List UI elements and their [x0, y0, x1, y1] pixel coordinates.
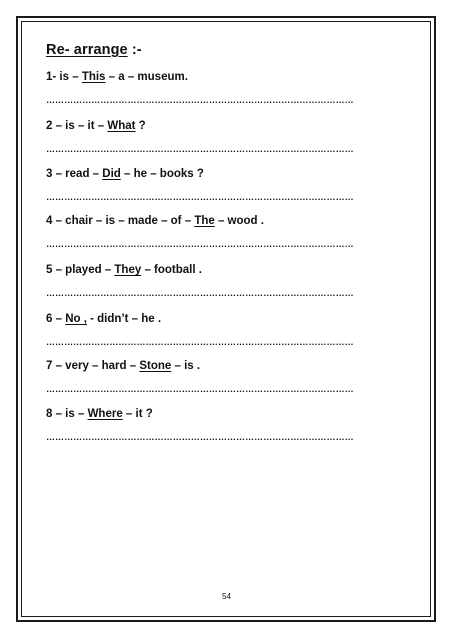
answer-line[interactable]: ………………………………………………………………………………………… — [46, 239, 354, 249]
question-part: – he – books ? — [120, 168, 204, 180]
answer-line[interactable]: ………………………………………………………………………………………… — [46, 288, 354, 298]
question-text — [46, 407, 346, 421]
question-part: 6 – — [46, 313, 66, 325]
capitalized-word: Where — [87, 408, 123, 420]
question-part: - didn’t – he . — [86, 313, 162, 325]
capitalized-word: The — [194, 215, 215, 227]
question-part: ? — [135, 120, 146, 132]
capitalized-word: What — [107, 120, 136, 132]
question-part: 2 – is – it – — [46, 120, 108, 132]
title-text: Re- arrange — [46, 42, 128, 58]
answer-line[interactable]: ………………………………………………………………………………………… — [46, 95, 354, 105]
question-part: – it ? — [122, 408, 153, 420]
question-3 — [46, 167, 354, 202]
capitalized-word: Stone — [139, 360, 172, 372]
question-part: 5 – played – — [46, 264, 115, 276]
capitalized-word: They — [114, 264, 142, 276]
question-part: 4 – chair – is – made – of – — [46, 215, 195, 227]
question-part: 1- is – — [46, 71, 82, 83]
question-6 — [46, 312, 354, 347]
question-5 — [46, 263, 354, 298]
answer-line[interactable]: ………………………………………………………………………………………… — [46, 432, 354, 442]
question-part: – is . — [171, 360, 201, 372]
question-text — [46, 214, 346, 228]
capitalized-word: No , — [65, 313, 87, 325]
question-text — [46, 359, 346, 373]
question-text — [46, 263, 346, 277]
question-part: 8 – is – — [46, 408, 88, 420]
page-number: 54 — [222, 592, 231, 601]
capitalized-word: This — [81, 71, 106, 83]
question-text — [46, 167, 346, 181]
capitalized-word: Did — [102, 168, 121, 180]
question-text — [46, 119, 346, 133]
question-7 — [46, 359, 354, 394]
question-part: – football . — [141, 264, 202, 276]
worksheet-title — [46, 42, 142, 58]
question-8 — [46, 407, 354, 442]
title-suffix: :- — [127, 42, 142, 58]
answer-line[interactable]: ………………………………………………………………………………………… — [46, 337, 354, 347]
answer-line[interactable]: ………………………………………………………………………………………… — [46, 192, 354, 202]
question-part: – a – museum. — [105, 71, 188, 83]
question-part: 3 – read – — [46, 168, 103, 180]
question-4 — [46, 214, 354, 249]
question-text — [46, 312, 346, 326]
question-2 — [46, 119, 354, 154]
answer-line[interactable]: ………………………………………………………………………………………… — [46, 144, 354, 154]
question-text — [46, 70, 346, 84]
question-part: 7 – very – hard – — [46, 360, 140, 372]
answer-line[interactable]: ………………………………………………………………………………………… — [46, 384, 354, 394]
question-1 — [46, 70, 354, 105]
question-part: – wood . — [214, 215, 264, 227]
